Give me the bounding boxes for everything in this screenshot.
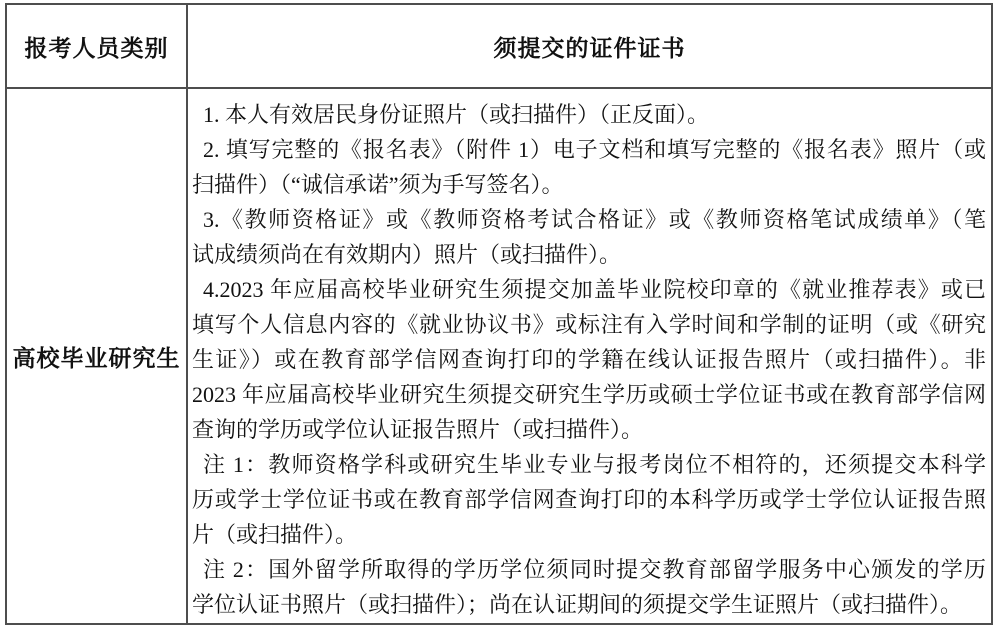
requirement-line: 片（或扫描件）。 xyxy=(192,522,358,547)
requirement-line: 历或学士学位证书或在教育部学信网查询打印的本科学历或学士学位认证报告照 xyxy=(192,487,986,512)
requirement-line: 学位认证书照片（或扫描件）；尚在认证期间的须提交学生证照片（或扫描件）。 xyxy=(192,592,963,617)
header-applicant-category: 报考人员类别 xyxy=(7,5,188,89)
requirement-line: 生证》）或在教育部学信网查询打印的学籍在线认证报告照片（或扫描件）。非 xyxy=(192,347,986,372)
requirement-line: 1. 本人有效居民身份证照片（或扫描件）（正反面）。 xyxy=(203,102,710,127)
requirements-table xyxy=(5,3,993,625)
requirement-line: 2. 填写完整的《报名表》（附件 1）电子文档和填写完整的《报名表》照片（或 xyxy=(203,137,986,162)
category-cell: 高校毕业研究生 xyxy=(7,89,188,623)
requirement-line: 2023 年应届高校毕业研究生须提交研究生学历或硕士学位证书或在教育部学信网 xyxy=(192,382,986,407)
requirement-line: 试成绩须尚在有效期内）照片（或扫描件）。 xyxy=(192,242,622,267)
requirement-line: 查询的学历或学位认证报告照片（或扫描件）。 xyxy=(192,417,644,442)
header-required-documents: 须提交的证件证书 xyxy=(188,5,991,89)
requirement-line: 注 1：教师资格学科或研究生毕业专业与报考岗位不相符的，还须提交本科学 xyxy=(203,452,986,477)
requirements-cell xyxy=(188,89,991,623)
requirement-line: 填写个人信息内容的《就业协议书》或标注有入学时间和学制的证明（或《研究 xyxy=(192,312,986,337)
requirement-line: 扫描件）（“诚信承诺”须为手写签名）。 xyxy=(192,172,564,197)
requirement-line: 3.《教师资格证》或《教师资格考试合格证》或《教师资格笔试成绩单》（笔 xyxy=(203,207,986,232)
requirement-line: 4.2023 年应届高校毕业研究生须提交加盖毕业院校印章的《就业推荐表》或已 xyxy=(203,277,986,302)
requirement-line: 注 2：国外留学所取得的学历学位须同时提交教育部留学服务中心颁发的学历 xyxy=(203,557,986,582)
